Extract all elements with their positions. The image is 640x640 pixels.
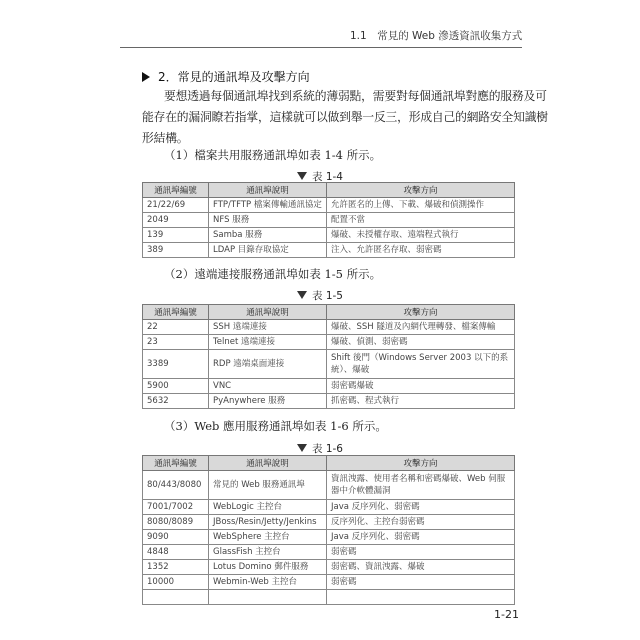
table-caption-1-6 bbox=[0, 441, 640, 456]
table-cell: 1352 bbox=[143, 560, 209, 575]
table-row bbox=[143, 379, 515, 394]
table-row bbox=[143, 213, 515, 228]
header-cell: 通訊埠編號 bbox=[143, 183, 209, 198]
paragraph-line: 能存在的漏洞瞭若指掌，這樣就可以做到舉一反三，形成自己的網路安全知識樹 bbox=[142, 110, 548, 124]
table-cell: GlassFish 主控台 bbox=[209, 545, 327, 560]
table-cell: WebSphere 主控台 bbox=[209, 530, 327, 545]
table-cell: 弱密碼 bbox=[327, 545, 515, 560]
table-1-4 bbox=[142, 182, 515, 258]
table-cell: WebLogic 主控台 bbox=[209, 500, 327, 515]
table-cell: Java 反序列化、弱密碼 bbox=[327, 530, 515, 545]
table-cell: 389 bbox=[143, 243, 209, 258]
table-row bbox=[143, 515, 515, 530]
table-row bbox=[143, 350, 515, 379]
caption-text: 表 1-5 bbox=[312, 290, 343, 302]
table-row bbox=[143, 560, 515, 575]
table-cell: 爆破、未授權存取、遠端程式執行 bbox=[327, 228, 515, 243]
table-row bbox=[143, 198, 515, 213]
table-header-row bbox=[143, 183, 515, 198]
table-cell bbox=[327, 590, 515, 605]
table-row bbox=[143, 335, 515, 350]
table-cell: 允許匿名的上傳、下載、爆破和偵測操作 bbox=[327, 198, 515, 213]
table-row bbox=[143, 545, 515, 560]
table-cell: Java 反序列化、弱密碼 bbox=[327, 500, 515, 515]
table-cell: 常見的 Web 服務通訊埠 bbox=[209, 471, 327, 500]
caption-text: 表 1-4 bbox=[312, 171, 343, 183]
body-paragraph bbox=[142, 86, 548, 149]
table-intro-1-6: （3）Web 應用服務通訊埠如表 1-6 所示。 bbox=[164, 419, 387, 433]
section-title bbox=[142, 68, 310, 85]
table-cell: JBoss/Resin/Jetty/Jenkins bbox=[209, 515, 327, 530]
table-cell: 抓密碼、程式執行 bbox=[327, 394, 515, 409]
table-cell: 22 bbox=[143, 320, 209, 335]
table-cell: 2049 bbox=[143, 213, 209, 228]
table-cell: 7001/7002 bbox=[143, 500, 209, 515]
page-number: 1-21 bbox=[494, 608, 519, 621]
table-cell: 5900 bbox=[143, 379, 209, 394]
table-cell: Shift 後門（Windows Server 2003 以下的系統）、爆破 bbox=[327, 350, 515, 379]
table-cell: 資訊洩露、使用者名稱和密碼爆破、Web 伺服器中介軟體漏洞 bbox=[327, 471, 515, 500]
table-1-6 bbox=[142, 455, 515, 605]
table-cell: 139 bbox=[143, 228, 209, 243]
header-cell: 通訊埠編號 bbox=[143, 456, 209, 471]
table-cell: 弱密碼 bbox=[327, 575, 515, 590]
caption-text: 表 1-6 bbox=[312, 443, 343, 455]
header-cell: 攻擊方向 bbox=[327, 305, 515, 320]
table-cell: 注入、允許匿名存取、弱密碼 bbox=[327, 243, 515, 258]
triangle-bullet-icon bbox=[142, 72, 150, 82]
table-cell: NFS 服務 bbox=[209, 213, 327, 228]
table-cell: 9090 bbox=[143, 530, 209, 545]
section-title-text: 2．常見的通訊埠及攻擊方向 bbox=[158, 70, 310, 84]
table-row bbox=[143, 590, 515, 605]
header-cell: 通訊埠說明 bbox=[209, 456, 327, 471]
table-cell: 80/443/8080 bbox=[143, 471, 209, 500]
header-cell: 攻擊方向 bbox=[327, 456, 515, 471]
table-cell: PyAnywhere 服務 bbox=[209, 394, 327, 409]
table-header-row bbox=[143, 305, 515, 320]
header-cell: 攻擊方向 bbox=[327, 183, 515, 198]
table-cell: 21/22/69 bbox=[143, 198, 209, 213]
table-row bbox=[143, 471, 515, 500]
table-cell: 爆破、SSH 隧道及內網代理轉發、檔案傳輸 bbox=[327, 320, 515, 335]
table-row bbox=[143, 530, 515, 545]
table-cell bbox=[209, 590, 327, 605]
table-cell: Telnet 遠端連接 bbox=[209, 335, 327, 350]
table-row bbox=[143, 575, 515, 590]
table-row bbox=[143, 243, 515, 258]
table-cell: 23 bbox=[143, 335, 209, 350]
header-cell: 通訊埠說明 bbox=[209, 305, 327, 320]
table-intro-1-5: （2）遠端連接服務通訊埠如表 1-5 所示。 bbox=[164, 267, 382, 281]
triangle-down-icon bbox=[297, 172, 307, 180]
table-cell: VNC bbox=[209, 379, 327, 394]
table-caption-1-5 bbox=[0, 288, 640, 303]
header-cell: 通訊埠說明 bbox=[209, 183, 327, 198]
table-cell: Lotus Domino 郵件服務 bbox=[209, 560, 327, 575]
header-rule bbox=[120, 47, 522, 48]
table-1-5 bbox=[142, 304, 515, 409]
table-cell: FTP/TFTP 檔案傳輸通訊協定 bbox=[209, 198, 327, 213]
table-cell: LDAP 目錄存取協定 bbox=[209, 243, 327, 258]
table-cell: 4848 bbox=[143, 545, 209, 560]
table-cell: 弱密碼爆破 bbox=[327, 379, 515, 394]
table-cell: RDP 遠端桌面連接 bbox=[209, 350, 327, 379]
triangle-down-icon bbox=[297, 291, 307, 299]
table-cell: Samba 服務 bbox=[209, 228, 327, 243]
header-cell: 通訊埠編號 bbox=[143, 305, 209, 320]
table-cell: 10000 bbox=[143, 575, 209, 590]
table-header-row bbox=[143, 456, 515, 471]
table-cell: 反序列化、主控台弱密碼 bbox=[327, 515, 515, 530]
table-cell: 弱密碼、資訊洩露、爆破 bbox=[327, 560, 515, 575]
table-row bbox=[143, 320, 515, 335]
table-cell: 8080/8089 bbox=[143, 515, 209, 530]
table-cell: SSH 遠端連接 bbox=[209, 320, 327, 335]
paragraph-line: 要想透過每個通訊埠找到系統的薄弱點，需要對每個通訊埠對應的服務及可 bbox=[164, 89, 547, 103]
table-row bbox=[143, 394, 515, 409]
table-cell: 3389 bbox=[143, 350, 209, 379]
table-cell: 5632 bbox=[143, 394, 209, 409]
table-row bbox=[143, 228, 515, 243]
table-row bbox=[143, 500, 515, 515]
table-cell bbox=[143, 590, 209, 605]
table-cell: 配置不當 bbox=[327, 213, 515, 228]
table-intro-1-4: （1）檔案共用服務通訊埠如表 1-4 所示。 bbox=[164, 148, 382, 162]
running-head: 1.1 常見的 Web 滲透資訊收集方式 bbox=[350, 30, 523, 42]
table-cell: Webmin-Web 主控台 bbox=[209, 575, 327, 590]
paragraph-line: 形結構。 bbox=[142, 131, 189, 145]
triangle-down-icon bbox=[297, 444, 307, 452]
table-cell: 爆破、偵測、弱密碼 bbox=[327, 335, 515, 350]
